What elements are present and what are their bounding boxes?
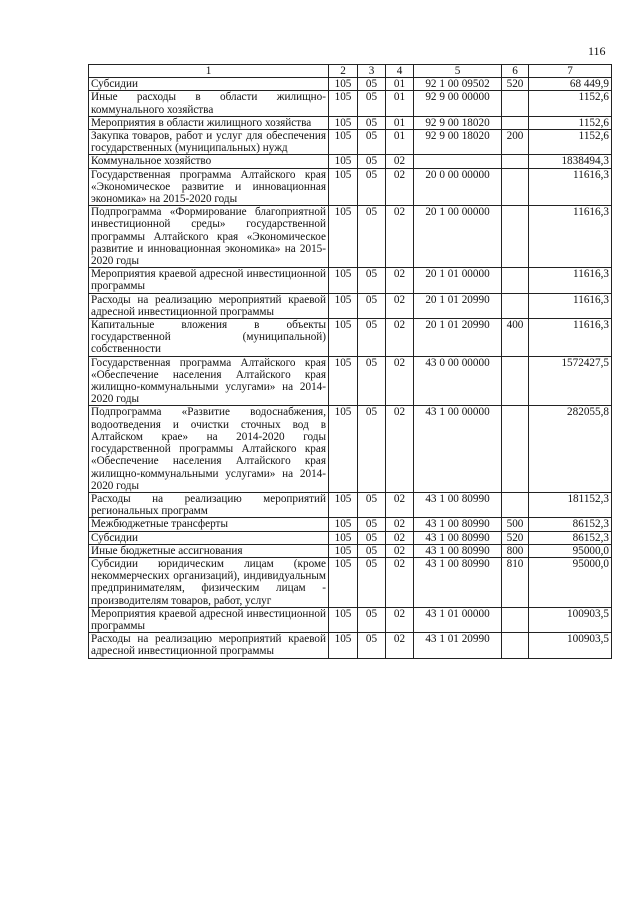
row-target-article: 43 1 00 80990 [414, 531, 502, 544]
row-target-article: 20 1 01 00000 [414, 268, 502, 293]
header-col-6: 6 [502, 65, 529, 78]
header-col-3: 3 [358, 65, 386, 78]
row-subsection: 02 [386, 168, 414, 206]
row-name: Подпрограмма «Формирование благоприятной инвестиционной среды» государственной программы Алтайского края «Экономическое развитие и инновационная экономика» на 2015-2020 годы [89, 206, 329, 268]
row-expense-type: 800 [502, 544, 529, 557]
row-section: 05 [358, 116, 386, 129]
table-row [89, 168, 612, 206]
row-amount: 282055,8 [529, 406, 612, 492]
row-expense-type [502, 293, 529, 318]
row-expense-type: 400 [502, 319, 529, 357]
row-amount: 1152,6 [529, 91, 612, 116]
row-expense-type: 520 [502, 531, 529, 544]
row-target-article: 43 1 00 80990 [414, 544, 502, 557]
row-target-article: 20 1 01 20990 [414, 293, 502, 318]
row-amount: 11616,3 [529, 168, 612, 206]
row-admin-code: 105 [329, 155, 358, 168]
row-amount: 1152,6 [529, 116, 612, 129]
row-amount: 86152,3 [529, 531, 612, 544]
row-section: 05 [358, 607, 386, 632]
row-target-article: 43 1 00 80990 [414, 557, 502, 607]
row-expense-type [502, 406, 529, 492]
row-amount: 1838494,3 [529, 155, 612, 168]
row-admin-code: 105 [329, 356, 358, 406]
table-row [89, 607, 612, 632]
row-name: Государственная программа Алтайского края «Обеспечение населения Алтайского края жилищно-коммунальными услугами» на 2014-2020 годы [89, 356, 329, 406]
row-section: 05 [358, 78, 386, 91]
row-target-article [414, 155, 502, 168]
table-row [89, 155, 612, 168]
row-subsection: 02 [386, 492, 414, 517]
header-col-4: 4 [386, 65, 414, 78]
row-admin-code: 105 [329, 607, 358, 632]
row-expense-type: 200 [502, 130, 529, 155]
row-name: Капитальные вложения в объекты государственной (муниципальной) собственности [89, 319, 329, 357]
row-subsection: 02 [386, 155, 414, 168]
row-subsection: 02 [386, 293, 414, 318]
row-section: 05 [358, 518, 386, 531]
table-row [89, 406, 612, 492]
row-admin-code: 105 [329, 319, 358, 357]
row-name: Межбюджетные трансферты [89, 518, 329, 531]
row-name: Коммунальное хозяйство [89, 155, 329, 168]
table-row [89, 356, 612, 406]
row-admin-code: 105 [329, 544, 358, 557]
row-expense-type [502, 492, 529, 517]
row-subsection: 02 [386, 633, 414, 658]
row-amount: 1572427,5 [529, 356, 612, 406]
row-target-article: 92 9 00 18020 [414, 116, 502, 129]
row-section: 05 [358, 492, 386, 517]
row-amount: 100903,5 [529, 633, 612, 658]
table-row [89, 518, 612, 531]
row-amount: 86152,3 [529, 518, 612, 531]
header-col-5: 5 [414, 65, 502, 78]
row-subsection: 02 [386, 518, 414, 531]
row-target-article: 43 0 00 00000 [414, 356, 502, 406]
table-row [89, 91, 612, 116]
table-row [89, 293, 612, 318]
row-name: Мероприятия в области жилищного хозяйства [89, 116, 329, 129]
row-name: Субсидии юридическим лицам (кроме некоммерческих организаций), индивидуальным предпринимателям, физическим лицам - производителям товаров, работ, услуг [89, 557, 329, 607]
row-expense-type [502, 268, 529, 293]
row-subsection: 01 [386, 91, 414, 116]
row-target-article: 43 1 00 80990 [414, 518, 502, 531]
row-target-article: 92 9 00 18020 [414, 130, 502, 155]
row-subsection: 02 [386, 531, 414, 544]
row-expense-type [502, 91, 529, 116]
row-amount: 100903,5 [529, 607, 612, 632]
row-section: 05 [358, 557, 386, 607]
table-header-row [89, 65, 612, 78]
row-amount: 68 449,9 [529, 78, 612, 91]
row-amount: 11616,3 [529, 206, 612, 268]
row-admin-code: 105 [329, 633, 358, 658]
table-row [89, 206, 612, 268]
row-admin-code: 105 [329, 206, 358, 268]
row-target-article: 43 1 01 20990 [414, 633, 502, 658]
row-admin-code: 105 [329, 531, 358, 544]
row-subsection: 02 [386, 356, 414, 406]
row-expense-type: 520 [502, 78, 529, 91]
row-name: Расходы на реализацию мероприятий краевой адресной инвестиционной программы [89, 293, 329, 318]
row-subsection: 01 [386, 116, 414, 129]
table-row [89, 268, 612, 293]
row-name: Государственная программа Алтайского края «Экономическое развитие и инновационная экономика» на 2015-2020 годы [89, 168, 329, 206]
table-row [89, 531, 612, 544]
budget-table [88, 64, 612, 659]
row-admin-code: 105 [329, 293, 358, 318]
row-expense-type: 810 [502, 557, 529, 607]
row-target-article: 43 1 01 00000 [414, 607, 502, 632]
row-admin-code: 105 [329, 406, 358, 492]
row-section: 05 [358, 130, 386, 155]
header-col-1: 1 [89, 65, 329, 78]
row-amount: 11616,3 [529, 268, 612, 293]
table-row [89, 557, 612, 607]
row-name: Иные бюджетные ассигнования [89, 544, 329, 557]
row-amount: 11616,3 [529, 319, 612, 357]
row-admin-code: 105 [329, 518, 358, 531]
row-subsection: 02 [386, 206, 414, 268]
row-expense-type [502, 168, 529, 206]
table-row [89, 633, 612, 658]
row-section: 05 [358, 319, 386, 357]
row-target-article: 43 1 00 80990 [414, 492, 502, 517]
row-expense-type [502, 356, 529, 406]
page-number: 116 [588, 44, 606, 58]
row-admin-code: 105 [329, 168, 358, 206]
row-section: 05 [358, 155, 386, 168]
table-body [89, 78, 612, 658]
row-name: Мероприятия краевой адресной инвестиционной программы [89, 607, 329, 632]
row-name: Мероприятия краевой адресной инвестиционной программы [89, 268, 329, 293]
row-amount: 11616,3 [529, 293, 612, 318]
row-admin-code: 105 [329, 78, 358, 91]
row-subsection: 01 [386, 130, 414, 155]
row-expense-type [502, 155, 529, 168]
row-name: Расходы на реализацию мероприятий региональных программ [89, 492, 329, 517]
row-admin-code: 105 [329, 557, 358, 607]
row-expense-type [502, 633, 529, 658]
row-section: 05 [358, 406, 386, 492]
row-admin-code: 105 [329, 268, 358, 293]
table-row [89, 78, 612, 91]
row-target-article: 20 1 00 00000 [414, 206, 502, 268]
row-amount: 95000,0 [529, 557, 612, 607]
row-expense-type: 500 [502, 518, 529, 531]
row-section: 05 [358, 268, 386, 293]
row-section: 05 [358, 633, 386, 658]
row-target-article: 43 1 00 00000 [414, 406, 502, 492]
row-target-article: 92 1 00 09502 [414, 78, 502, 91]
row-admin-code: 105 [329, 130, 358, 155]
row-section: 05 [358, 356, 386, 406]
table-row [89, 116, 612, 129]
row-admin-code: 105 [329, 91, 358, 116]
row-name: Иные расходы в области жилищно-коммунального хозяйства [89, 91, 329, 116]
row-target-article: 20 0 00 00000 [414, 168, 502, 206]
table-row [89, 130, 612, 155]
row-name: Расходы на реализацию мероприятий краевой адресной инвестиционной программы [89, 633, 329, 658]
row-target-article: 20 1 01 20990 [414, 319, 502, 357]
table-row [89, 492, 612, 517]
row-expense-type [502, 607, 529, 632]
row-subsection: 01 [386, 78, 414, 91]
row-section: 05 [358, 168, 386, 206]
row-target-article: 92 9 00 00000 [414, 91, 502, 116]
row-subsection: 02 [386, 268, 414, 293]
row-amount: 181152,3 [529, 492, 612, 517]
row-section: 05 [358, 531, 386, 544]
row-name: Субсидии [89, 78, 329, 91]
row-subsection: 02 [386, 319, 414, 357]
row-expense-type [502, 206, 529, 268]
table-row [89, 544, 612, 557]
row-section: 05 [358, 544, 386, 557]
row-name: Подпрограмма «Развитие водоснабжения, водоотведения и очистки сточных вод в Алтайском крае» на 2014-2020 годы государственной программы Алтайского края «Обеспечение населения Алтайского края жилищно-коммунальными услугами» на 2014-2020 годы [89, 406, 329, 492]
row-expense-type [502, 116, 529, 129]
row-subsection: 02 [386, 544, 414, 557]
header-col-2: 2 [329, 65, 358, 78]
row-subsection: 02 [386, 607, 414, 632]
table-row [89, 319, 612, 357]
row-admin-code: 105 [329, 492, 358, 517]
row-section: 05 [358, 206, 386, 268]
row-section: 05 [358, 293, 386, 318]
row-subsection: 02 [386, 406, 414, 492]
row-subsection: 02 [386, 557, 414, 607]
row-amount: 95000,0 [529, 544, 612, 557]
row-name: Субсидии [89, 531, 329, 544]
row-admin-code: 105 [329, 116, 358, 129]
row-name: Закупка товаров, работ и услуг для обеспечения государственных (муниципальных) нужд [89, 130, 329, 155]
row-section: 05 [358, 91, 386, 116]
row-amount: 1152,6 [529, 130, 612, 155]
header-col-7: 7 [529, 65, 612, 78]
